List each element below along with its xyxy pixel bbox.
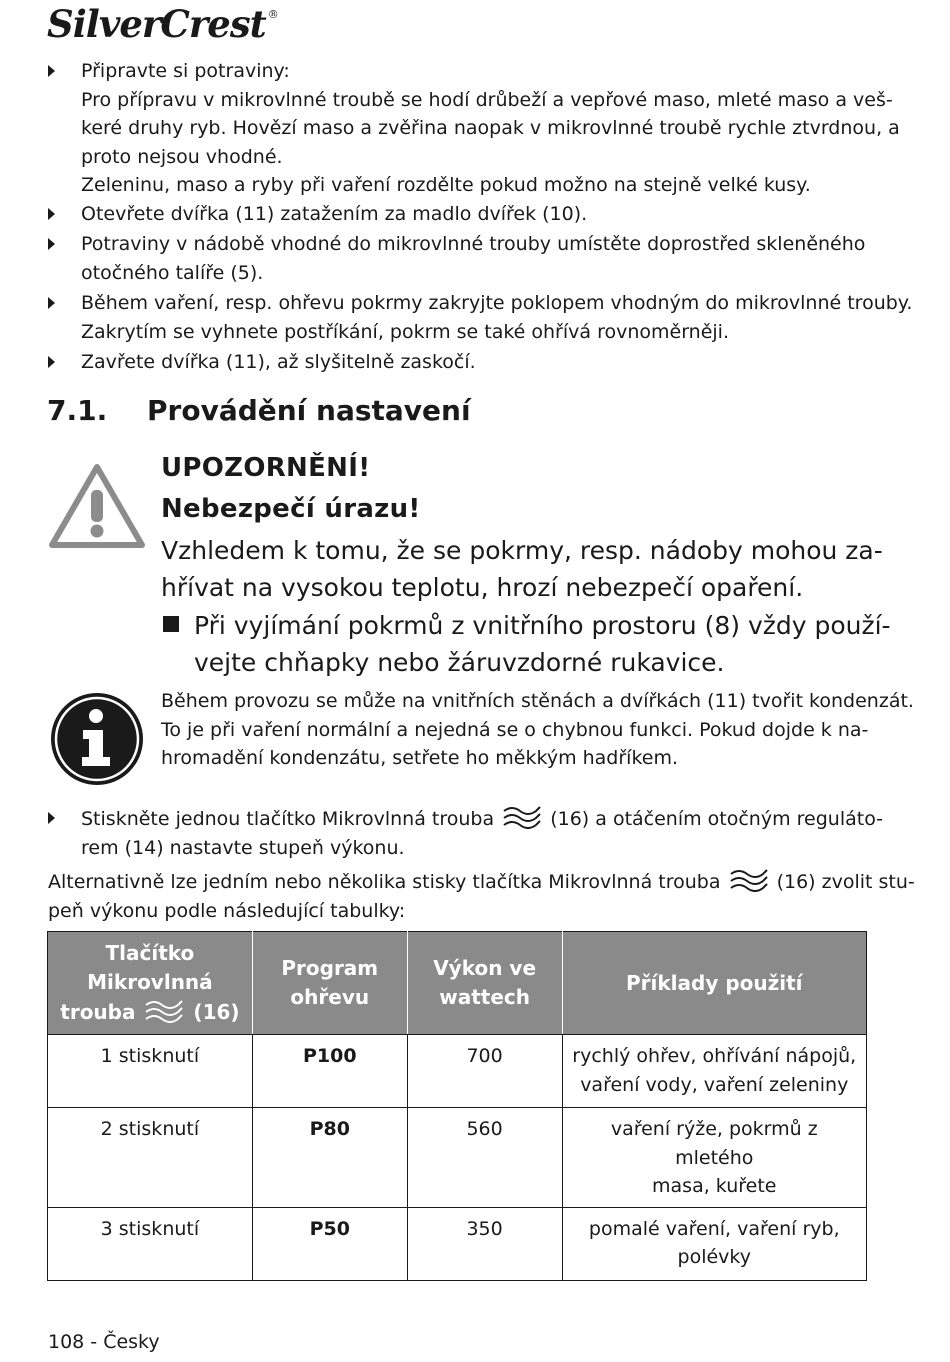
section-title: Provádění nastavení — [147, 394, 471, 427]
triangle-bullet-icon — [48, 812, 55, 824]
table-row — [48, 1035, 867, 1108]
step-text-line: otočného talíře (5). — [81, 261, 264, 284]
header-button: Tlačítko Mikrovlnná trouba (16) — [48, 932, 253, 1035]
step-text-line: Pro přípravu v mikrovlnné troubě se hodí drůbeží a vepřové maso, mleté maso a veš- — [81, 88, 893, 111]
alternative-line-2: peň výkonu podle následující tabulky: — [48, 899, 406, 922]
section-number: 7.1. — [47, 394, 108, 427]
step-text-line: keré druhy ryb. Hovězí maso a zvěřina naopak v mikrovlnné troubě rychle ztvrdnou, a — [81, 117, 900, 139]
cell-watts: 560 — [407, 1108, 562, 1208]
info-text-line: hromadění kondenzátu, setřete ho měkkým hadříkem. — [161, 747, 679, 769]
microwave-waves-icon — [144, 997, 184, 1023]
warning-text-line: Vzhledem k tomu, že se pokrmy, resp. nádoby mohou za- — [161, 536, 883, 565]
info-text-line: Během provozu se může na vnitřních stěnách a dvířkách (11) tvořit kondenzát. — [161, 690, 914, 712]
alternative-line-1: Alternativně lze jedním nebo několika stisky tlačítka Mikrovlnná trouba (16) zvolit stu- — [48, 866, 928, 897]
info-circle-icon — [47, 689, 147, 789]
triangle-bullet-icon — [48, 297, 55, 309]
microwave-waves-icon — [729, 866, 769, 892]
step-power-line-1: Stiskněte jednou tlačítko Mikrovlnná trouba (16) a otáčením otočným reguláto- — [81, 803, 921, 834]
cell-examples: vaření rýže, pokrmů z mletého masa, kuřete — [562, 1108, 866, 1208]
cell-presses: 2 stisknutí — [48, 1108, 253, 1208]
step-text-line: Otevřete dvířka (11) zatažením za madlo dvířek (10). — [81, 203, 588, 225]
step-text-line: Zakrytím se vyhnete postříkání, pokrm se také ohřívá rovnoměrněji. — [81, 320, 730, 343]
table-header-row — [48, 932, 867, 1035]
step-open-door — [81, 200, 911, 229]
step-text-line: Zavřete dvířka (11), až slyšitelně zaskočí. — [81, 351, 476, 373]
info-text — [161, 687, 921, 773]
warning-subtitle: Nebezpečí úrazu! — [161, 494, 421, 524]
warning-bullet-line: Při vyjímání pokrmů z vnitřního prostoru (8) vždy použí- — [194, 611, 891, 640]
step-text-line: Během vaření, resp. ohřevu pokrmy zakryjte poklopem vhodným do mikrovlnné trouby. — [81, 292, 913, 314]
step-power-line-2: rem (14) nastavte stupeň výkonu. — [81, 836, 405, 859]
step-place-food — [81, 230, 911, 287]
triangle-bullet-icon — [48, 208, 55, 220]
triangle-bullet-icon — [48, 65, 55, 77]
table-row — [48, 1108, 867, 1208]
cell-program: P50 — [252, 1207, 407, 1280]
header-watts: Výkon ve wattech — [407, 932, 562, 1035]
cell-presses: 1 stisknutí — [48, 1035, 253, 1108]
step-close-door — [81, 348, 911, 377]
warning-bullet-line: vejte chňapky nebo žáruvzdorné rukavice. — [194, 648, 725, 677]
square-bullet-icon — [163, 616, 179, 632]
warning-triangle-icon — [48, 462, 146, 550]
warning-bullet-text — [194, 607, 914, 681]
step-prepare-food — [81, 57, 911, 200]
cell-examples: pomalé vaření, vaření ryb, polévky — [562, 1207, 866, 1280]
triangle-bullet-icon — [48, 238, 55, 250]
step-set-power — [81, 803, 921, 862]
step-text-line: Potraviny v nádobě vhodné do mikrovlnné trouby umístěte doprostřed skleněného — [81, 233, 866, 255]
warning-text-line: hřívat na vysokou teplotu, hrozí nebezpečí opaření. — [161, 573, 804, 602]
header-examples: Příklady použití — [562, 932, 866, 1035]
cell-program: P80 — [252, 1108, 407, 1208]
power-level-table — [47, 931, 867, 1281]
info-text-line: To je při vaření normální a nejedná se o chybnou funkci. Pokud dojde k na- — [161, 718, 869, 741]
cell-watts: 700 — [407, 1035, 562, 1108]
warning-text — [161, 532, 921, 606]
cell-presses: 3 stisknutí — [48, 1207, 253, 1280]
triangle-bullet-icon — [48, 356, 55, 368]
step-text-line: Připravte si potraviny: — [81, 60, 290, 82]
cell-examples: rychlý ohřev, ohřívání nápojů, vaření vody, vaření zeleniny — [562, 1035, 866, 1108]
alternative-text — [48, 866, 928, 925]
step-text-line: Zeleninu, maso a ryby při vaření rozdělte pokud možno na stejně velké kusy. — [81, 174, 811, 196]
cell-program: P100 — [252, 1035, 407, 1108]
header-program: Program ohřevu — [252, 932, 407, 1035]
page-footer: 108 - Česky — [48, 1331, 160, 1353]
step-cover-food — [81, 289, 921, 346]
warning-title: UPOZORNĚNÍ! — [161, 453, 371, 483]
brand-logo: SilverCrest ® — [47, 2, 278, 46]
cell-watts: 350 — [407, 1207, 562, 1280]
table-row — [48, 1207, 867, 1280]
step-text-line: proto nejsou vhodné. — [81, 145, 283, 168]
microwave-waves-icon — [502, 803, 542, 829]
